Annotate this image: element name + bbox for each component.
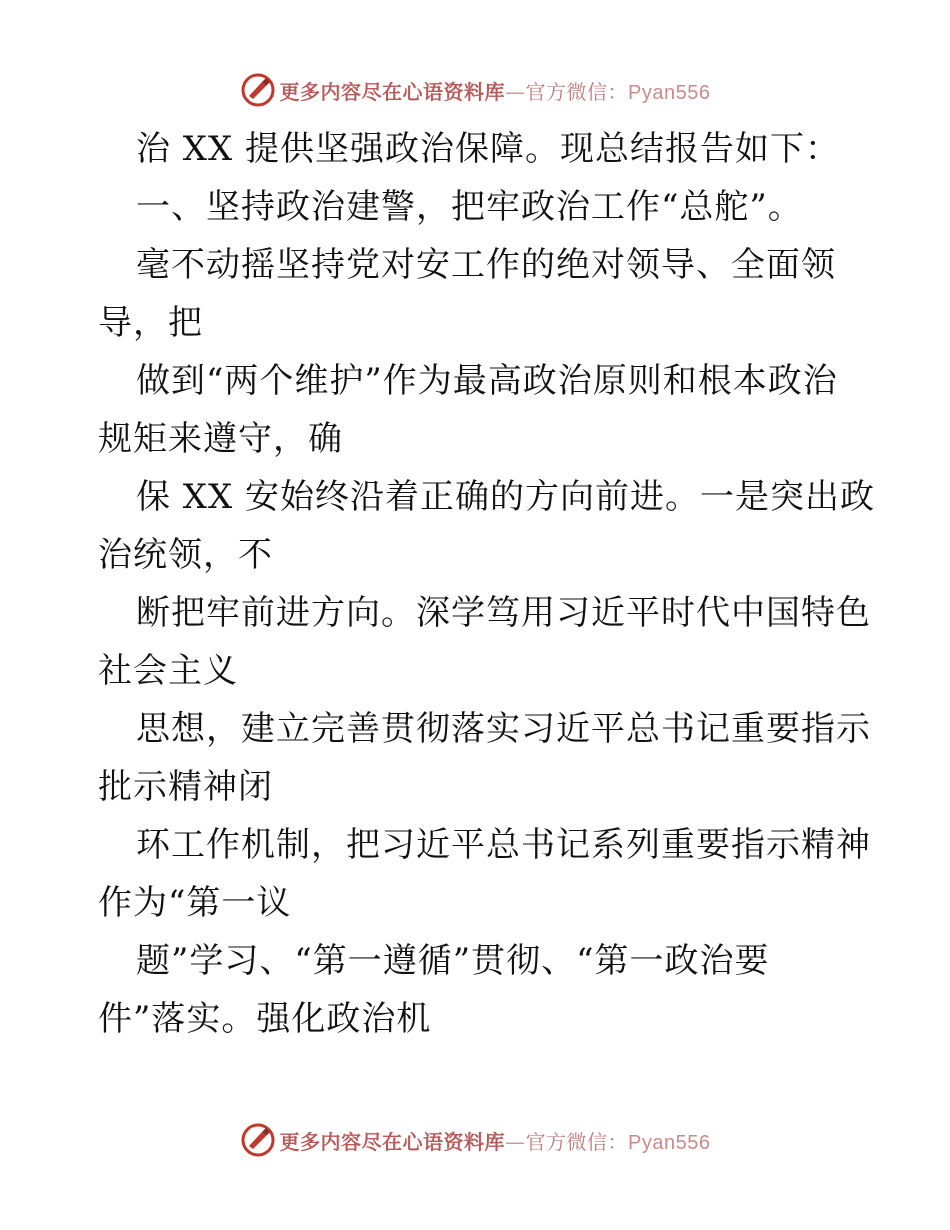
document-body (98, 120, 876, 1048)
body-text-line: 社会主义 (98, 651, 238, 691)
body-text-line: 治统领，不 (98, 535, 273, 575)
header-banner-main: 更多内容尽在心语资料库 (279, 79, 506, 104)
footer-banner-dash: — (505, 1129, 526, 1154)
footer-banner (0, 1120, 950, 1160)
body-text-line: 断把牢前进方向。深学笃用习近平时代中国特色 (136, 593, 871, 633)
body-text-line: 思想，建立完善贯彻落实习近平总书记重要指示 (136, 709, 871, 749)
header-banner-wechat-id: Pyan556 (628, 81, 711, 104)
body-text-line: 作为“第一议 (98, 883, 292, 923)
body-text-line: 做到“两个维护”作为最高政治原则和根本政治 (136, 361, 838, 401)
brand-logo-icon (240, 1122, 276, 1158)
header-banner-text (280, 76, 711, 105)
footer-banner-text (280, 1126, 711, 1155)
footer-banner-wechat-label: 官方微信： (525, 1129, 629, 1154)
footer-banner-main: 更多内容尽在心语资料库 (279, 1129, 506, 1154)
body-text-line: 批示精神闭 (98, 767, 273, 807)
body-text-line: 规矩来遵守，确 (98, 419, 343, 459)
body-text-line: 毫不动摇坚持党对安工作的绝对领导、全面领 (136, 245, 836, 285)
brand-logo-icon (240, 72, 276, 108)
header-banner-dash: — (505, 79, 526, 104)
header-banner-wechat-label: 官方微信： (525, 79, 629, 104)
body-text-line: 导，把 (98, 303, 203, 343)
body-text-line: 治 XX 提供坚强政治保障。现总结报告如下： (136, 129, 841, 169)
body-text-line: 件”落实。强化政治机 (98, 999, 432, 1039)
body-text-line: 保 XX 安始终沿着正确的方向前进。一是突出政 (136, 477, 876, 517)
footer-banner-wechat-id: Pyan556 (628, 1131, 711, 1154)
body-text-line: 环工作机制，把习近平总书记系列重要指示精神 (136, 825, 871, 865)
body-text-line: 题”学习、“第一遵循”贯彻、“第一政治要 (136, 941, 770, 981)
body-text-line: 一、坚持政治建警，把牢政治工作“总舵”。 (136, 187, 803, 227)
header-banner (0, 70, 950, 110)
